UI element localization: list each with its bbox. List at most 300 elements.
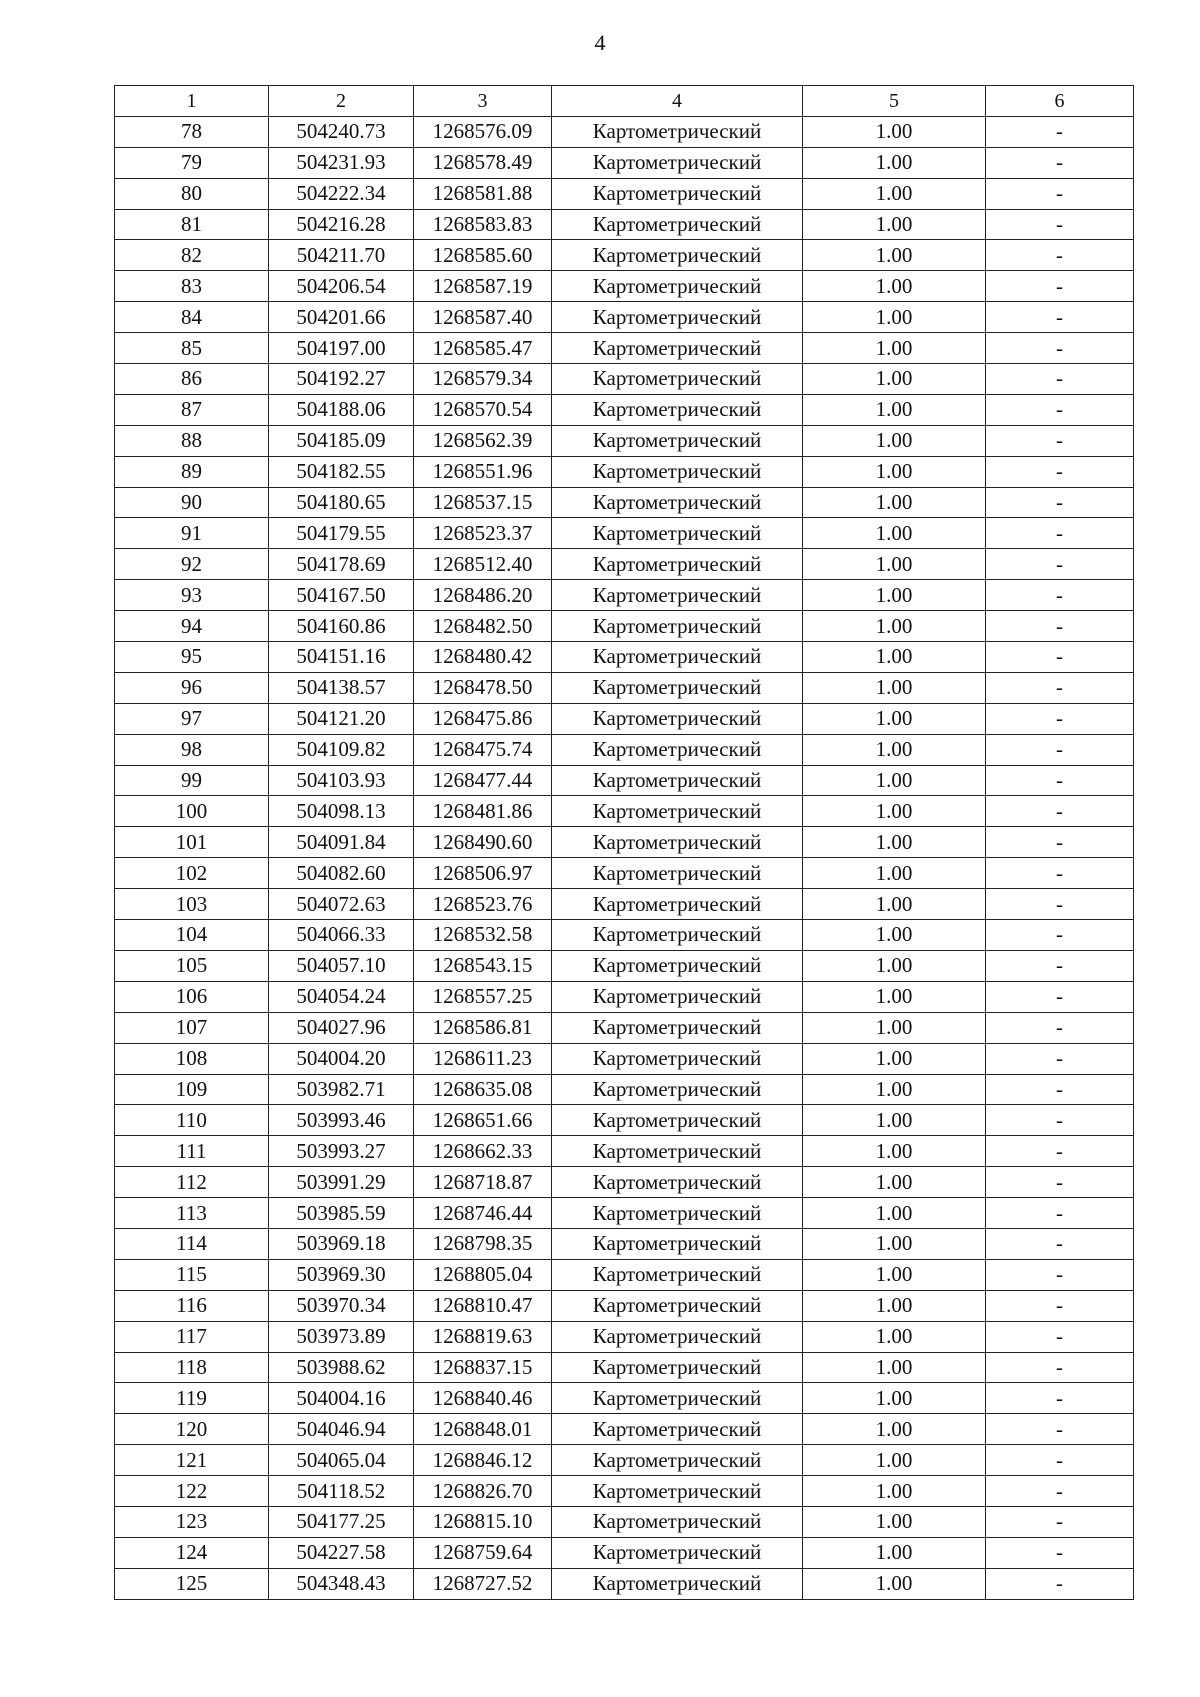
description-cell: -	[986, 1198, 1134, 1229]
point-number-cell: 123	[115, 1506, 269, 1537]
x-coordinate-cell: 504138.57	[269, 672, 414, 703]
point-number-cell: 80	[115, 178, 269, 209]
y-coordinate-cell: 1268532.58	[414, 920, 552, 951]
y-coordinate-cell: 1268486.20	[414, 580, 552, 611]
y-coordinate-cell: 1268798.35	[414, 1228, 552, 1259]
point-number-cell: 97	[115, 703, 269, 734]
method-cell: Картометрический	[552, 518, 803, 549]
point-number-cell: 102	[115, 858, 269, 889]
method-cell: Картометрический	[552, 765, 803, 796]
description-cell: -	[986, 672, 1134, 703]
method-cell: Картометрический	[552, 796, 803, 827]
y-coordinate-cell: 1268586.81	[414, 1012, 552, 1043]
method-cell: Картометрический	[552, 1259, 803, 1290]
accuracy-cell: 1.00	[803, 425, 986, 456]
point-number-cell: 124	[115, 1537, 269, 1568]
description-cell: -	[986, 116, 1134, 147]
table-row	[115, 178, 1134, 209]
table-row	[115, 889, 1134, 920]
y-coordinate-cell: 1268651.66	[414, 1105, 552, 1136]
description-cell: -	[986, 240, 1134, 271]
accuracy-cell: 1.00	[803, 1074, 986, 1105]
description-cell: -	[986, 425, 1134, 456]
description-cell: -	[986, 302, 1134, 333]
point-number-cell: 94	[115, 611, 269, 642]
method-cell: Картометрический	[552, 240, 803, 271]
point-number-cell: 110	[115, 1105, 269, 1136]
description-cell: -	[986, 1537, 1134, 1568]
point-number-cell: 105	[115, 950, 269, 981]
point-number-cell: 108	[115, 1043, 269, 1074]
table-header	[115, 86, 1134, 117]
accuracy-cell: 1.00	[803, 858, 986, 889]
y-coordinate-cell: 1268805.04	[414, 1259, 552, 1290]
description-cell: -	[986, 1414, 1134, 1445]
method-cell: Картометрический	[552, 672, 803, 703]
table-row	[115, 734, 1134, 765]
point-number-cell: 100	[115, 796, 269, 827]
accuracy-cell: 1.00	[803, 672, 986, 703]
x-coordinate-cell: 504177.25	[269, 1506, 414, 1537]
y-coordinate-cell: 1268578.49	[414, 147, 552, 178]
table-row	[115, 1537, 1134, 1568]
method-cell: Картометрический	[552, 1476, 803, 1507]
method-cell: Картометрический	[552, 116, 803, 147]
method-cell: Картометрический	[552, 487, 803, 518]
table-row	[115, 1136, 1134, 1167]
method-cell: Картометрический	[552, 209, 803, 240]
y-coordinate-cell: 1268551.96	[414, 456, 552, 487]
description-cell: -	[986, 1012, 1134, 1043]
accuracy-cell: 1.00	[803, 1506, 986, 1537]
description-cell: -	[986, 1105, 1134, 1136]
y-coordinate-cell: 1268481.86	[414, 796, 552, 827]
accuracy-cell: 1.00	[803, 1198, 986, 1229]
x-coordinate-cell: 503988.62	[269, 1352, 414, 1383]
point-number-cell: 109	[115, 1074, 269, 1105]
table-row	[115, 1445, 1134, 1476]
column-header-3: 3	[414, 86, 552, 117]
accuracy-cell: 1.00	[803, 611, 986, 642]
description-cell: -	[986, 889, 1134, 920]
point-number-cell: 111	[115, 1136, 269, 1167]
table-row	[115, 642, 1134, 673]
y-coordinate-cell: 1268846.12	[414, 1445, 552, 1476]
description-cell: -	[986, 487, 1134, 518]
x-coordinate-cell: 504240.73	[269, 116, 414, 147]
y-coordinate-cell: 1268840.46	[414, 1383, 552, 1414]
accuracy-cell: 1.00	[803, 518, 986, 549]
description-cell: -	[986, 765, 1134, 796]
accuracy-cell: 1.00	[803, 1414, 986, 1445]
accuracy-cell: 1.00	[803, 1105, 986, 1136]
column-header-1: 1	[115, 86, 269, 117]
method-cell: Картометрический	[552, 981, 803, 1012]
y-coordinate-cell: 1268810.47	[414, 1290, 552, 1321]
description-cell: -	[986, 580, 1134, 611]
point-number-cell: 115	[115, 1259, 269, 1290]
column-header-6: 6	[986, 86, 1134, 117]
method-cell: Картометрический	[552, 1105, 803, 1136]
table-row	[115, 456, 1134, 487]
accuracy-cell: 1.00	[803, 1290, 986, 1321]
x-coordinate-cell: 504197.00	[269, 333, 414, 364]
point-number-cell: 104	[115, 920, 269, 951]
x-coordinate-cell: 504201.66	[269, 302, 414, 333]
x-coordinate-cell: 504167.50	[269, 580, 414, 611]
method-cell: Картометрический	[552, 1445, 803, 1476]
description-cell: -	[986, 333, 1134, 364]
description-cell: -	[986, 1074, 1134, 1105]
method-cell: Картометрический	[552, 1012, 803, 1043]
table-row	[115, 981, 1134, 1012]
table-row	[115, 1105, 1134, 1136]
x-coordinate-cell: 504348.43	[269, 1568, 414, 1599]
description-cell: -	[986, 147, 1134, 178]
point-number-cell: 95	[115, 642, 269, 673]
description-cell: -	[986, 920, 1134, 951]
column-header-4: 4	[552, 86, 803, 117]
description-cell: -	[986, 209, 1134, 240]
method-cell: Картометрический	[552, 271, 803, 302]
x-coordinate-cell: 503969.30	[269, 1259, 414, 1290]
description-cell: -	[986, 1259, 1134, 1290]
description-cell: -	[986, 1290, 1134, 1321]
table-row	[115, 394, 1134, 425]
method-cell: Картометрический	[552, 703, 803, 734]
y-coordinate-cell: 1268490.60	[414, 827, 552, 858]
y-coordinate-cell: 1268759.64	[414, 1537, 552, 1568]
point-number-cell: 117	[115, 1321, 269, 1352]
method-cell: Картометрический	[552, 1074, 803, 1105]
point-number-cell: 107	[115, 1012, 269, 1043]
y-coordinate-cell: 1268477.44	[414, 765, 552, 796]
y-coordinate-cell: 1268718.87	[414, 1167, 552, 1198]
coordinates-table	[114, 85, 1134, 1600]
x-coordinate-cell: 504185.09	[269, 425, 414, 456]
description-cell: -	[986, 611, 1134, 642]
y-coordinate-cell: 1268523.76	[414, 889, 552, 920]
x-coordinate-cell: 504046.94	[269, 1414, 414, 1445]
y-coordinate-cell: 1268635.08	[414, 1074, 552, 1105]
point-number-cell: 93	[115, 580, 269, 611]
x-coordinate-cell: 504103.93	[269, 765, 414, 796]
accuracy-cell: 1.00	[803, 765, 986, 796]
method-cell: Картометрический	[552, 364, 803, 395]
accuracy-cell: 1.00	[803, 889, 986, 920]
x-coordinate-cell: 504066.33	[269, 920, 414, 951]
description-cell: -	[986, 1445, 1134, 1476]
x-coordinate-cell: 504027.96	[269, 1012, 414, 1043]
method-cell: Картометрический	[552, 1414, 803, 1445]
x-coordinate-cell: 504222.34	[269, 178, 414, 209]
accuracy-cell: 1.00	[803, 1043, 986, 1074]
y-coordinate-cell: 1268480.42	[414, 642, 552, 673]
accuracy-cell: 1.00	[803, 209, 986, 240]
accuracy-cell: 1.00	[803, 1167, 986, 1198]
description-cell: -	[986, 703, 1134, 734]
method-cell: Картометрический	[552, 1198, 803, 1229]
y-coordinate-cell: 1268585.47	[414, 333, 552, 364]
method-cell: Картометрический	[552, 580, 803, 611]
y-coordinate-cell: 1268587.40	[414, 302, 552, 333]
y-coordinate-cell: 1268837.15	[414, 1352, 552, 1383]
table-row	[115, 920, 1134, 951]
x-coordinate-cell: 503969.18	[269, 1228, 414, 1259]
point-number-cell: 114	[115, 1228, 269, 1259]
point-number-cell: 89	[115, 456, 269, 487]
y-coordinate-cell: 1268475.74	[414, 734, 552, 765]
accuracy-cell: 1.00	[803, 333, 986, 364]
method-cell: Картометрический	[552, 425, 803, 456]
x-coordinate-cell: 504188.06	[269, 394, 414, 425]
x-coordinate-cell: 504057.10	[269, 950, 414, 981]
table-row	[115, 1383, 1134, 1414]
table-row	[115, 1228, 1134, 1259]
x-coordinate-cell: 504227.58	[269, 1537, 414, 1568]
accuracy-cell: 1.00	[803, 178, 986, 209]
y-coordinate-cell: 1268587.19	[414, 271, 552, 302]
accuracy-cell: 1.00	[803, 950, 986, 981]
y-coordinate-cell: 1268562.39	[414, 425, 552, 456]
x-coordinate-cell: 504178.69	[269, 549, 414, 580]
method-cell: Картометрический	[552, 1290, 803, 1321]
method-cell: Картометрический	[552, 950, 803, 981]
x-coordinate-cell: 503991.29	[269, 1167, 414, 1198]
point-number-cell: 90	[115, 487, 269, 518]
point-number-cell: 101	[115, 827, 269, 858]
description-cell: -	[986, 1506, 1134, 1537]
method-cell: Картометрический	[552, 1136, 803, 1167]
table-row	[115, 364, 1134, 395]
y-coordinate-cell: 1268512.40	[414, 549, 552, 580]
description-cell: -	[986, 734, 1134, 765]
description-cell: -	[986, 1043, 1134, 1074]
method-cell: Картометрический	[552, 549, 803, 580]
point-number-cell: 120	[115, 1414, 269, 1445]
description-cell: -	[986, 1167, 1134, 1198]
accuracy-cell: 1.00	[803, 240, 986, 271]
column-header-2: 2	[269, 86, 414, 117]
table-row	[115, 672, 1134, 703]
table-row	[115, 827, 1134, 858]
x-coordinate-cell: 504065.04	[269, 1445, 414, 1476]
description-cell: -	[986, 1228, 1134, 1259]
method-cell: Картометрический	[552, 642, 803, 673]
accuracy-cell: 1.00	[803, 456, 986, 487]
method-cell: Картометрический	[552, 827, 803, 858]
x-coordinate-cell: 504151.16	[269, 642, 414, 673]
accuracy-cell: 1.00	[803, 1445, 986, 1476]
x-coordinate-cell: 504231.93	[269, 147, 414, 178]
accuracy-cell: 1.00	[803, 920, 986, 951]
accuracy-cell: 1.00	[803, 1012, 986, 1043]
method-cell: Картометрический	[552, 1506, 803, 1537]
y-coordinate-cell: 1268662.33	[414, 1136, 552, 1167]
table-row	[115, 240, 1134, 271]
table-row	[115, 580, 1134, 611]
method-cell: Картометрический	[552, 1043, 803, 1074]
accuracy-cell: 1.00	[803, 1136, 986, 1167]
table-row	[115, 1167, 1134, 1198]
y-coordinate-cell: 1268478.50	[414, 672, 552, 703]
table-row	[115, 1321, 1134, 1352]
description-cell: -	[986, 394, 1134, 425]
accuracy-cell: 1.00	[803, 703, 986, 734]
table-row	[115, 549, 1134, 580]
table-row	[115, 1074, 1134, 1105]
y-coordinate-cell: 1268581.88	[414, 178, 552, 209]
x-coordinate-cell: 504004.16	[269, 1383, 414, 1414]
method-cell: Картометрический	[552, 1383, 803, 1414]
description-cell: -	[986, 796, 1134, 827]
table-row	[115, 950, 1134, 981]
description-cell: -	[986, 858, 1134, 889]
accuracy-cell: 1.00	[803, 981, 986, 1012]
x-coordinate-cell: 503982.71	[269, 1074, 414, 1105]
method-cell: Картометрический	[552, 1167, 803, 1198]
y-coordinate-cell: 1268583.83	[414, 209, 552, 240]
point-number-cell: 122	[115, 1476, 269, 1507]
y-coordinate-cell: 1268482.50	[414, 611, 552, 642]
method-cell: Картометрический	[552, 456, 803, 487]
y-coordinate-cell: 1268815.10	[414, 1506, 552, 1537]
method-cell: Картометрический	[552, 147, 803, 178]
table-row	[115, 425, 1134, 456]
accuracy-cell: 1.00	[803, 1537, 986, 1568]
table-row	[115, 302, 1134, 333]
x-coordinate-cell: 504180.65	[269, 487, 414, 518]
y-coordinate-cell: 1268611.23	[414, 1043, 552, 1074]
accuracy-cell: 1.00	[803, 1228, 986, 1259]
x-coordinate-cell: 503973.89	[269, 1321, 414, 1352]
y-coordinate-cell: 1268523.37	[414, 518, 552, 549]
point-number-cell: 83	[115, 271, 269, 302]
method-cell: Картометрический	[552, 1352, 803, 1383]
y-coordinate-cell: 1268848.01	[414, 1414, 552, 1445]
accuracy-cell: 1.00	[803, 1568, 986, 1599]
x-coordinate-cell: 503993.46	[269, 1105, 414, 1136]
point-number-cell: 96	[115, 672, 269, 703]
description-cell: -	[986, 456, 1134, 487]
y-coordinate-cell: 1268557.25	[414, 981, 552, 1012]
y-coordinate-cell: 1268585.60	[414, 240, 552, 271]
method-cell: Картометрический	[552, 734, 803, 765]
description-cell: -	[986, 271, 1134, 302]
x-coordinate-cell: 504192.27	[269, 364, 414, 395]
x-coordinate-cell: 504206.54	[269, 271, 414, 302]
page-number: 4	[594, 30, 606, 55]
table-row	[115, 333, 1134, 364]
y-coordinate-cell: 1268746.44	[414, 1198, 552, 1229]
x-coordinate-cell: 503970.34	[269, 1290, 414, 1321]
accuracy-cell: 1.00	[803, 1321, 986, 1352]
x-coordinate-cell: 503993.27	[269, 1136, 414, 1167]
method-cell: Картометрический	[552, 333, 803, 364]
table-row	[115, 1259, 1134, 1290]
y-coordinate-cell: 1268576.09	[414, 116, 552, 147]
description-cell: -	[986, 1568, 1134, 1599]
method-cell: Картометрический	[552, 611, 803, 642]
description-cell: -	[986, 642, 1134, 673]
x-coordinate-cell: 503985.59	[269, 1198, 414, 1229]
y-coordinate-cell: 1268537.15	[414, 487, 552, 518]
point-number-cell: 116	[115, 1290, 269, 1321]
description-cell: -	[986, 518, 1134, 549]
point-number-cell: 99	[115, 765, 269, 796]
header-row	[115, 86, 1134, 117]
x-coordinate-cell: 504098.13	[269, 796, 414, 827]
y-coordinate-cell: 1268570.54	[414, 394, 552, 425]
accuracy-cell: 1.00	[803, 1383, 986, 1414]
description-cell: -	[986, 981, 1134, 1012]
point-number-cell: 88	[115, 425, 269, 456]
table-body	[115, 116, 1134, 1599]
point-number-cell: 82	[115, 240, 269, 271]
method-cell: Картометрический	[552, 394, 803, 425]
table-row	[115, 209, 1134, 240]
table-row	[115, 1290, 1134, 1321]
point-number-cell: 125	[115, 1568, 269, 1599]
accuracy-cell: 1.00	[803, 364, 986, 395]
point-number-cell: 91	[115, 518, 269, 549]
table-row	[115, 611, 1134, 642]
table-row	[115, 703, 1134, 734]
x-coordinate-cell: 504118.52	[269, 1476, 414, 1507]
method-cell: Картометрический	[552, 920, 803, 951]
method-cell: Картометрический	[552, 178, 803, 209]
point-number-cell: 121	[115, 1445, 269, 1476]
x-coordinate-cell: 504179.55	[269, 518, 414, 549]
accuracy-cell: 1.00	[803, 796, 986, 827]
table-row	[115, 796, 1134, 827]
description-cell: -	[986, 1136, 1134, 1167]
accuracy-cell: 1.00	[803, 1476, 986, 1507]
accuracy-cell: 1.00	[803, 827, 986, 858]
table-row	[115, 147, 1134, 178]
accuracy-cell: 1.00	[803, 271, 986, 302]
table-row	[115, 518, 1134, 549]
method-cell: Картометрический	[552, 889, 803, 920]
accuracy-cell: 1.00	[803, 116, 986, 147]
method-cell: Картометрический	[552, 858, 803, 889]
accuracy-cell: 1.00	[803, 394, 986, 425]
table-row	[115, 765, 1134, 796]
x-coordinate-cell: 504121.20	[269, 703, 414, 734]
accuracy-cell: 1.00	[803, 302, 986, 333]
method-cell: Картометрический	[552, 1537, 803, 1568]
accuracy-cell: 1.00	[803, 1352, 986, 1383]
table-row	[115, 1476, 1134, 1507]
point-number-cell: 98	[115, 734, 269, 765]
y-coordinate-cell: 1268727.52	[414, 1568, 552, 1599]
table-row	[115, 1414, 1134, 1445]
point-number-cell: 81	[115, 209, 269, 240]
point-number-cell: 87	[115, 394, 269, 425]
point-number-cell: 84	[115, 302, 269, 333]
x-coordinate-cell: 504182.55	[269, 456, 414, 487]
y-coordinate-cell: 1268506.97	[414, 858, 552, 889]
table-row	[115, 1568, 1134, 1599]
accuracy-cell: 1.00	[803, 1259, 986, 1290]
description-cell: -	[986, 1383, 1134, 1414]
x-coordinate-cell: 504160.86	[269, 611, 414, 642]
x-coordinate-cell: 504054.24	[269, 981, 414, 1012]
description-cell: -	[986, 549, 1134, 580]
point-number-cell: 113	[115, 1198, 269, 1229]
accuracy-cell: 1.00	[803, 734, 986, 765]
x-coordinate-cell: 504082.60	[269, 858, 414, 889]
